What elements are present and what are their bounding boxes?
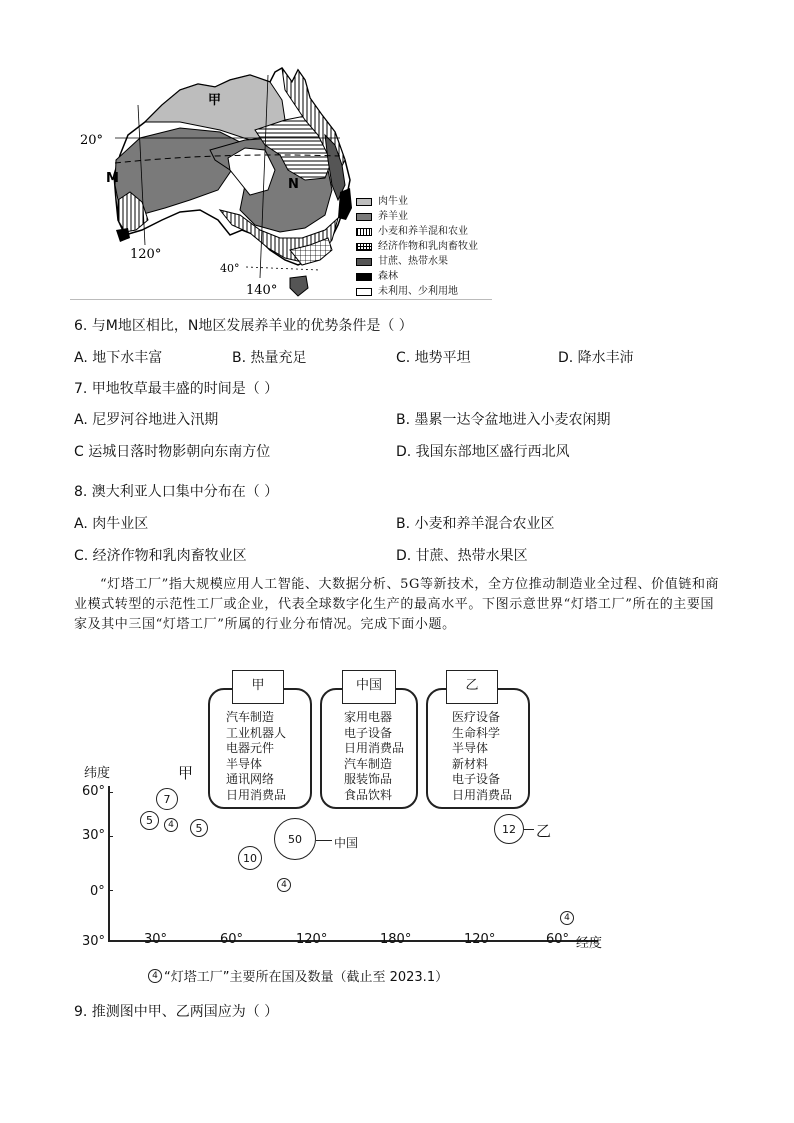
latitude-40-line xyxy=(246,267,320,270)
industry-item: 电子设备 xyxy=(452,772,501,786)
lighthouse-figure xyxy=(80,668,620,993)
legend-row-sheep xyxy=(356,209,506,224)
industry-item: 日用消费品 xyxy=(344,741,405,755)
industry-box-yi xyxy=(426,688,530,809)
x-tick-label: 60° xyxy=(220,932,244,947)
q7-option-a[interactable]: A. 尼罗河谷地进入汛期 xyxy=(74,412,219,428)
yi-label-leader xyxy=(524,829,534,830)
question-7-stem: 7. 甲地牧草最丰盛的时间是（ ） xyxy=(74,381,279,397)
legend-swatch-sheep xyxy=(356,213,372,221)
x-axis-label: 经度 xyxy=(576,936,603,951)
legend-label-dairy: 经济作物和乳肉畜牧业 xyxy=(378,241,478,252)
bubble-label-jia: 甲 xyxy=(178,764,194,782)
industry-item: 服装饰品 xyxy=(344,772,393,786)
forest-zone-sw xyxy=(116,228,130,242)
map-legend xyxy=(356,194,506,299)
industry-box-china xyxy=(320,688,418,809)
bubble-country: 10 xyxy=(238,846,262,870)
y-tick-label: 30° xyxy=(82,934,106,949)
industry-item: 半导体 xyxy=(452,741,489,755)
industry-item: 医疗设备 xyxy=(452,710,501,724)
bubble-country: 4 xyxy=(560,911,574,925)
legend-label-unused: 未利用、少利用地 xyxy=(378,286,458,297)
caption-text: “灯塔工厂”主要所在国及数量（截止至 2023.1） xyxy=(164,970,449,985)
industry-item: 汽车制造 xyxy=(226,710,275,724)
legend-row-dairy xyxy=(356,239,506,254)
y-tick xyxy=(108,890,113,891)
q8-option-c[interactable]: C. 经济作物和乳肉畜牧业区 xyxy=(74,548,247,564)
legend-row-mixed xyxy=(356,224,506,239)
label-lon120: 120° xyxy=(130,247,162,262)
industry-item: 汽车制造 xyxy=(344,756,393,771)
passage-text: “灯塔工厂”指大规模应用人工智能、大数据分析、5G等新技术，全方位推动制造业全过程、价值链和商业模式转型的示范性工厂或企业，代表全球数字化生产的最高水平。下图示意世界“灯塔工厂”所在的主要国家及其中三国“灯塔工厂”所属的行业分布情况。完成下面小题。 xyxy=(74,577,720,632)
industry-item: 食品饮料 xyxy=(344,787,393,802)
industry-item: 生命科学 xyxy=(452,725,501,740)
bubble-jia: 7 xyxy=(156,788,178,810)
box-head-jia: 甲 xyxy=(232,670,284,704)
box-head-yi: 乙 xyxy=(446,670,498,704)
y-tick-label: 30° xyxy=(82,828,106,843)
legend-row-unused xyxy=(356,284,506,299)
legend-swatch-dairy xyxy=(356,243,372,251)
y-tick-label: 60° xyxy=(82,784,106,799)
industry-item: 电器元件 xyxy=(226,741,275,755)
y-axis-label: 纬度 xyxy=(84,766,111,781)
y-tick xyxy=(108,792,113,793)
q7-option-d[interactable]: D. 我国东部地区盛行西北风 xyxy=(396,444,570,460)
q6-option-b[interactable]: B. 热量充足 xyxy=(232,350,307,366)
bubble-country: 4 xyxy=(164,818,178,832)
y-tick xyxy=(108,836,113,837)
q6-option-d[interactable]: D. 降水丰沛 xyxy=(558,350,634,366)
industry-item: 电子设备 xyxy=(344,725,393,740)
label-lat40: 40° xyxy=(220,262,240,275)
industry-item: 半导体 xyxy=(226,756,263,771)
x-tick-label: 30° xyxy=(144,932,168,947)
question-6-stem: 6. 与M地区相比，N地区发展养羊业的优势条件是（ ） xyxy=(74,318,413,334)
bubble-label-china: 中国 xyxy=(334,836,359,850)
q7-option-b[interactable]: B. 墨累一达令盆地进入小麦农闲期 xyxy=(396,412,611,428)
legend-row-forest xyxy=(356,269,506,284)
label-lon140: 140° xyxy=(246,283,278,298)
bubble-country: 5 xyxy=(190,819,208,837)
industry-item: 工业机器人 xyxy=(226,725,287,740)
x-axis-line xyxy=(108,940,598,942)
legend-row-beef xyxy=(356,194,506,209)
industry-list-china xyxy=(344,710,404,803)
x-tick-label: 120° xyxy=(296,932,328,947)
legend-swatch-mixed xyxy=(356,228,372,236)
tasmania xyxy=(290,276,308,296)
figure-divider xyxy=(70,299,492,300)
caption-circle: 4 xyxy=(148,969,162,983)
china-label-leader xyxy=(316,840,332,841)
x-tick-label: 180° xyxy=(380,932,412,947)
legend-row-sugarcane xyxy=(356,254,506,269)
bubble-yi: 12 xyxy=(494,814,524,844)
legend-label-sheep: 养羊业 xyxy=(378,211,408,222)
label-n: N xyxy=(288,177,299,192)
question-8-stem: 8. 澳大利亚人口集中分布在（ ） xyxy=(74,484,279,500)
industry-item: 通讯网络 xyxy=(226,772,275,786)
industry-box-jia xyxy=(208,688,312,809)
legend-swatch-beef xyxy=(356,198,372,206)
forest-zone-east xyxy=(338,188,352,220)
bubble-china: 50 xyxy=(274,818,316,860)
q6-option-a[interactable]: A. 地下水丰富 xyxy=(74,350,163,366)
x-tick-label: 60° xyxy=(546,932,570,947)
legend-swatch-forest xyxy=(356,273,372,281)
x-tick-label: 120° xyxy=(464,932,496,947)
legend-label-beef: 肉牛业 xyxy=(378,196,408,207)
figure-caption xyxy=(148,966,448,985)
industry-item: 日用消费品 xyxy=(226,787,287,802)
label-m: M xyxy=(106,171,119,186)
bubble-country: 4 xyxy=(277,878,291,892)
industry-list-yi xyxy=(452,710,512,803)
legend-label-forest: 森林 xyxy=(378,271,398,282)
industry-item: 新材料 xyxy=(452,756,489,771)
q8-option-a[interactable]: A. 肉牛业区 xyxy=(74,516,149,532)
question-9-stem: 9. 推测图中甲、乙两国应为（ ） xyxy=(74,1004,279,1020)
industry-item: 家用电器 xyxy=(344,710,393,724)
q7-option-c[interactable]: C 运城日落时物影朝向东南方位 xyxy=(74,444,271,460)
y-tick-label: 0° xyxy=(90,884,105,899)
q8-option-b[interactable]: B. 小麦和养羊混合农业区 xyxy=(396,516,555,532)
bubble-label-yi: 乙 xyxy=(536,822,552,840)
legend-label-mixed: 小麦和养羊混和农业 xyxy=(378,226,468,237)
label-jia: 甲 xyxy=(208,93,222,108)
industry-list-jia xyxy=(226,710,286,803)
label-lat20: 20° xyxy=(80,133,104,148)
box-head-china: 中国 xyxy=(342,670,396,704)
legend-swatch-sugarcane xyxy=(356,258,372,266)
bubble-country: 5 xyxy=(140,811,159,830)
q6-option-c[interactable]: C. 地势平坦 xyxy=(396,350,471,366)
industry-item: 日用消费品 xyxy=(452,787,513,802)
q8-option-d[interactable]: D. 甘蔗、热带水果区 xyxy=(396,548,528,564)
legend-label-sugarcane: 甘蔗、热带水果 xyxy=(378,256,448,267)
y-axis-line xyxy=(108,786,110,941)
legend-swatch-unused xyxy=(356,288,372,296)
